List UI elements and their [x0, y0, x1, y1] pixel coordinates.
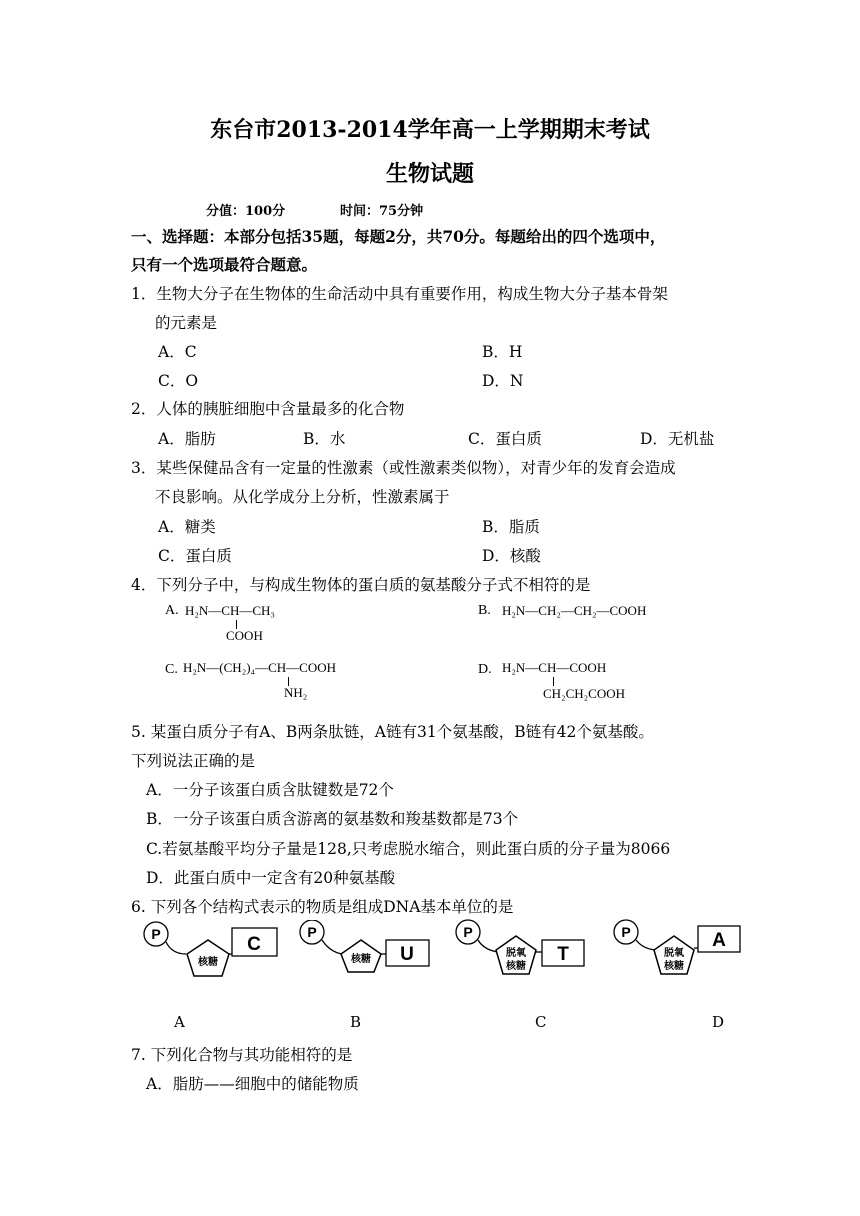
exam-title: 东台市2013-2014学年高一上学期期末考试: [210, 117, 650, 143]
q6-option-a-label: A: [174, 1013, 185, 1031]
phosphate-label: P: [151, 926, 161, 942]
q4-option-b-label: B.: [478, 603, 491, 618]
sugar-label-line2: 核糖: [506, 961, 526, 972]
q4-option-a-formula: H₂N—CH—CH₃: [185, 603, 275, 618]
base-label: A: [712, 930, 726, 951]
q7-stem: 7. 下列化合物与其功能相符的是: [131, 1046, 353, 1064]
time-info: 时间：75分钟: [340, 204, 424, 219]
phosphate-bond: [166, 942, 186, 954]
phosphate-label: P: [307, 924, 317, 940]
q5-stem-line2: 下列说法正确的是: [131, 752, 256, 770]
q6-nucleotide-b: [296, 920, 436, 980]
q2-stem: 2．人体的胰脏细胞中含量最多的化合物: [131, 400, 405, 418]
q4-option-a-label: A.: [165, 603, 179, 618]
q1-option-d: D．N: [482, 372, 524, 390]
phosphate-label: P: [621, 924, 631, 940]
base-label: C: [247, 934, 261, 955]
q6-option-c-label: C: [535, 1013, 547, 1031]
base-label: U: [400, 944, 414, 965]
q6-nucleotide-c: [452, 918, 592, 980]
q2-option-b: B．水: [303, 430, 346, 448]
q6-option-d-label: D: [712, 1013, 725, 1031]
q4-option-a-substituent: COOH: [226, 628, 263, 643]
q4-option-c-formula: H₂N—(CH₂)₄—CH—COOH: [183, 660, 336, 675]
q2-option-a: A．脂肪: [158, 430, 216, 448]
q4-option-d-substituent: CH₂CH₂COOH: [543, 686, 626, 701]
q4-option-d-label: D.: [478, 662, 492, 677]
q4-option-b-formula: H₂N—CH₂—CH₂—COOH: [502, 603, 647, 618]
q6-nucleotide-a: [140, 920, 280, 980]
q1-option-c: C．O: [158, 372, 199, 390]
q2-option-d: D．无机盐: [640, 430, 715, 448]
q1-stem-line2: 的元素是: [155, 314, 218, 332]
sugar-label-line1: 脱氧: [664, 948, 684, 959]
sugar-label-line2: 核糖: [664, 961, 684, 972]
phosphate-bond: [478, 940, 498, 952]
q3-stem-line2: 不良影响。从化学成分上分析，性激素属于: [155, 488, 450, 506]
q2-option-c: C．蛋白质: [468, 430, 542, 448]
q3-option-b: B．脂质: [482, 518, 540, 536]
q7-option-a: A．脂肪——细胞中的储能物质: [146, 1075, 359, 1093]
phosphate-label: P: [463, 924, 473, 940]
q4-option-d-bond: [553, 677, 554, 686]
phosphate-bond: [636, 940, 658, 950]
q5-option-a: A．一分子该蛋白质含肽键数是72个: [146, 781, 394, 799]
q5-option-b: B．一分子该蛋白质含游离的氨基数和羧基数都是73个: [146, 810, 519, 828]
q5-option-d: D．此蛋白质中一定含有20种氨基酸: [146, 869, 396, 887]
q3-option-d: D．核酸: [482, 547, 541, 565]
q4-option-d-formula: H₂N—CH—COOH: [502, 660, 607, 675]
q6-nucleotide-d: [610, 918, 750, 980]
section-heading-line2: 只有一个选项最符合题意。: [131, 255, 318, 274]
q5-option-c: C.若氨基酸平均分子量是128,只考虑脱水缩合，则此蛋白质的分子量为8066: [146, 840, 671, 858]
phosphate-bond: [322, 940, 342, 954]
score-info: 分值：100分: [206, 204, 286, 219]
sugar-label: 核糖: [351, 954, 371, 965]
section-heading-line1: 一、选择题：本部分包括35题，每题2分，共70分。每题给出的四个选项中，: [131, 227, 666, 246]
q1-option-a: A．C: [158, 343, 197, 361]
q4-option-c-label: C.: [165, 662, 178, 677]
base-label: T: [557, 944, 569, 965]
q6-option-b-label: B: [350, 1013, 362, 1031]
q3-option-a: A．糖类: [158, 518, 216, 536]
q3-option-c: C．蛋白质: [158, 547, 232, 565]
sugar-label: 核糖: [198, 957, 218, 968]
q6-stem: 6. 下列各个结构式表示的物质是组成DNA基本单位的是: [131, 898, 514, 916]
q3-stem-line1: 3．某些保健品含有一定量的性激素（或性激素类似物），对青少年的发育会造成: [131, 459, 676, 477]
q1-option-b: B．H: [482, 343, 523, 361]
q4-option-c-substituent: NH₂: [284, 685, 308, 700]
exam-subtitle: 生物试题: [385, 161, 474, 187]
q5-stem-line1: 5. 某蛋白质分子有A、B两条肽链，A链有31个氨基酸，B链有42个氨基酸。: [131, 723, 654, 741]
q1-stem-line1: 1．生物大分子在生物体的生命活动中具有重要作用，构成生物大分子基本骨架: [131, 285, 668, 303]
q4-stem: 4．下列分子中，与构成生物体的蛋白质的氨基酸分子式不相符的是: [131, 576, 591, 594]
sugar-label-line1: 脱氧: [506, 948, 526, 959]
